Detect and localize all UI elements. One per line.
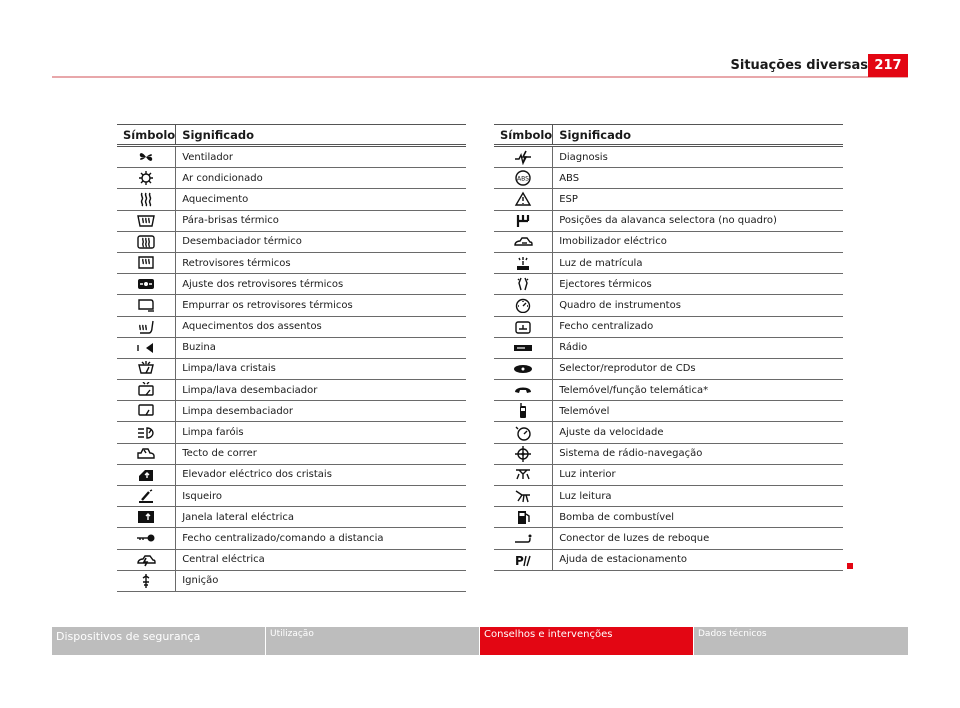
- meaning-cell: Selector/reprodutor de CDs: [553, 358, 843, 379]
- meaning-cell: Limpa/lava desembaciador: [176, 380, 466, 401]
- symbol-cell: [494, 252, 553, 273]
- symbol-cell: [117, 528, 176, 549]
- meaning-cell: Desembaciador térmico: [176, 231, 466, 252]
- interior-light-icon: [513, 467, 533, 483]
- heating-icon: [136, 191, 156, 207]
- table-row: [117, 358, 466, 379]
- central-locking-icon: [513, 319, 533, 335]
- table-row: [117, 274, 466, 295]
- meaning-cell: Ejectores térmicos: [553, 274, 843, 295]
- table-row: [117, 380, 466, 401]
- symbols-table-right: [494, 124, 843, 571]
- meaning-cell: Telemóvel: [553, 401, 843, 422]
- table-row: [117, 189, 466, 210]
- side-window-icon: [136, 509, 156, 525]
- mirror-fold-icon: [136, 297, 156, 313]
- table-row: [117, 570, 466, 591]
- symbol-cell: [494, 528, 553, 549]
- symbol-cell: [117, 337, 176, 358]
- remote-key-icon: [136, 530, 156, 546]
- table-row: [117, 443, 466, 464]
- symbol-cell: [117, 168, 176, 189]
- svg-text:P: P: [515, 553, 524, 568]
- symbol-cell: [494, 358, 553, 379]
- table-row: [117, 146, 466, 168]
- meaning-cell: Aquecimento: [176, 189, 466, 210]
- diagnosis-icon: [513, 149, 533, 165]
- meaning-cell: Isqueiro: [176, 486, 466, 507]
- radio-icon: [513, 340, 533, 356]
- footer-tab-conselhos[interactable]: Conselhos e intervenções: [480, 627, 694, 655]
- parking-aid-icon: [513, 552, 533, 568]
- meaning-cell: Posições da alavanca selectora (no quadro): [553, 210, 843, 231]
- meaning-cell: Luz interior: [553, 464, 843, 485]
- symbol-cell: [117, 274, 176, 295]
- abs-icon: [513, 170, 533, 186]
- col-meaning-header: Significado: [553, 125, 843, 146]
- cigarette-lighter-icon: [136, 488, 156, 504]
- symbol-cell: [494, 401, 553, 422]
- table-row: [494, 549, 843, 570]
- power-window-icon: [136, 467, 156, 483]
- footer-tab-utilizacao[interactable]: Utilização: [266, 627, 480, 655]
- symbol-cell: [117, 189, 176, 210]
- fan-icon: [136, 149, 156, 165]
- symbols-table-left: [117, 124, 466, 592]
- meaning-cell: Conector de luzes de reboque: [553, 528, 843, 549]
- table-row: [494, 295, 843, 316]
- rear-wash-icon: [136, 382, 156, 398]
- table-row: [117, 168, 466, 189]
- symbol-cell: [494, 443, 553, 464]
- meaning-cell: Sistema de rádio-navegação: [553, 443, 843, 464]
- table-row: [117, 486, 466, 507]
- table-row: [494, 486, 843, 507]
- meaning-cell: Central eléctrica: [176, 549, 466, 570]
- symbol-cell: [494, 549, 553, 570]
- horn-icon: [136, 340, 156, 356]
- symbol-cell: [494, 316, 553, 337]
- meaning-cell: Empurrar os retrovisores térmicos: [176, 295, 466, 316]
- table-row: [117, 549, 466, 570]
- symbol-cell: [494, 146, 553, 168]
- table-row: [494, 252, 843, 273]
- table-row: [117, 464, 466, 485]
- trailer-connector-icon: [513, 530, 533, 546]
- table-row: [494, 401, 843, 422]
- rear-wiper-icon: [136, 403, 156, 419]
- meaning-cell: Luz de matrícula: [553, 252, 843, 273]
- table-row: [494, 528, 843, 549]
- meaning-cell: Fecho centralizado: [553, 316, 843, 337]
- table-row: [117, 401, 466, 422]
- symbol-cell: [117, 146, 176, 168]
- meaning-cell: Diagnosis: [553, 146, 843, 168]
- table-row: [117, 528, 466, 549]
- symbol-cell: [494, 507, 553, 528]
- air-conditioning-icon: [136, 170, 156, 186]
- meaning-cell: Tecto de correr: [176, 443, 466, 464]
- fuel-pump-icon: [513, 509, 533, 525]
- ignition-icon: [136, 573, 156, 589]
- symbol-cell: [117, 443, 176, 464]
- col-meaning-header: Significado: [176, 125, 466, 146]
- section-title: Situações diversas: [730, 58, 868, 73]
- meaning-cell: Bomba de combustível: [553, 507, 843, 528]
- mirror-adjust-icon: [136, 276, 156, 292]
- table-row: [494, 380, 843, 401]
- esp-icon: [513, 191, 533, 207]
- meaning-cell: Aquecimentos dos assentos: [176, 316, 466, 337]
- meaning-cell: Elevador eléctrico dos cristais: [176, 464, 466, 485]
- table-row: [494, 189, 843, 210]
- table-row: [494, 316, 843, 337]
- symbol-cell: [494, 486, 553, 507]
- end-of-section-marker: [847, 563, 853, 569]
- table-row: [117, 422, 466, 443]
- meaning-cell: Ajuste dos retrovisores térmicos: [176, 274, 466, 295]
- symbol-cell: [117, 549, 176, 570]
- meaning-cell: Pára-brisas térmico: [176, 210, 466, 231]
- instrument-panel-icon: [513, 297, 533, 313]
- electric-central-icon: [136, 552, 156, 568]
- svg-text:ABS: ABS: [517, 175, 530, 183]
- symbol-cell: [117, 486, 176, 507]
- table-row: [494, 464, 843, 485]
- symbol-cell: [117, 316, 176, 337]
- table-row: [494, 507, 843, 528]
- sunroof-icon: [136, 446, 156, 462]
- symbol-cell: [117, 507, 176, 528]
- meaning-cell: Ventilador: [176, 146, 466, 168]
- symbol-cell: [494, 422, 553, 443]
- table-row: [494, 274, 843, 295]
- symbol-cell: [494, 168, 553, 189]
- symbol-cell: [117, 252, 176, 273]
- table-row: [494, 168, 843, 189]
- immobilizer-icon: [513, 234, 533, 250]
- seat-heating-icon: [136, 319, 156, 335]
- symbol-cell: [494, 337, 553, 358]
- table-row: [117, 316, 466, 337]
- symbol-cell: [117, 295, 176, 316]
- symbol-cell: [494, 274, 553, 295]
- table-row: [494, 231, 843, 252]
- meaning-cell: Limpa/lava cristais: [176, 358, 466, 379]
- gear-selector-icon: [513, 213, 533, 229]
- meaning-cell: Limpa desembaciador: [176, 401, 466, 422]
- meaning-cell: Janela lateral eléctrica: [176, 507, 466, 528]
- symbol-cell: [117, 210, 176, 231]
- symbol-cell: [494, 380, 553, 401]
- meaning-cell: Fecho centralizado/comando a distancia: [176, 528, 466, 549]
- rear-defroster-icon: [136, 234, 156, 250]
- footer-nav: [52, 627, 908, 655]
- table-row: [117, 210, 466, 231]
- symbol-cell: [117, 231, 176, 252]
- symbol-cell: [494, 295, 553, 316]
- table-row: [117, 295, 466, 316]
- meaning-cell: Telemóvel/função telemática*: [553, 380, 843, 401]
- table-row: [117, 507, 466, 528]
- header-rule: [52, 76, 908, 78]
- heated-mirrors-icon: [136, 255, 156, 271]
- meaning-cell: Quadro de instrumentos: [553, 295, 843, 316]
- meaning-cell: Ajuda de estacionamento: [553, 549, 843, 570]
- meaning-cell: Limpa faróis: [176, 422, 466, 443]
- table-row: [117, 231, 466, 252]
- meaning-cell: Ar condicionado: [176, 168, 466, 189]
- meaning-cell: ESP: [553, 189, 843, 210]
- meaning-cell: Luz leitura: [553, 486, 843, 507]
- navigation-icon: [513, 446, 533, 462]
- cd-player-icon: [513, 361, 533, 377]
- meaning-cell: ABS: [553, 168, 843, 189]
- table-row: [494, 422, 843, 443]
- meaning-cell: Buzina: [176, 337, 466, 358]
- symbol-cell: [117, 401, 176, 422]
- symbol-cell: [117, 422, 176, 443]
- mobile-phone-icon: [513, 403, 533, 419]
- symbol-cell: [117, 358, 176, 379]
- table-row: [494, 146, 843, 168]
- headlight-wash-icon: [136, 425, 156, 441]
- telephone-icon: [513, 382, 533, 398]
- table-row: [117, 337, 466, 358]
- table-row: [494, 337, 843, 358]
- reading-light-icon: [513, 488, 533, 504]
- meaning-cell: Rádio: [553, 337, 843, 358]
- symbol-cell: [117, 570, 176, 591]
- col-symbol-header: Símbolo: [494, 125, 553, 146]
- windscreen-wash-icon: [136, 361, 156, 377]
- table-row: [494, 210, 843, 231]
- washer-jets-icon: [513, 276, 533, 292]
- meaning-cell: Ajuste da velocidade: [553, 422, 843, 443]
- symbol-cell: [494, 189, 553, 210]
- meaning-cell: Retrovisores térmicos: [176, 252, 466, 273]
- footer-tab-dispositivos[interactable]: Dispositivos de segurança: [52, 627, 266, 655]
- symbol-cell: [494, 210, 553, 231]
- footer-tab-dados[interactable]: Dados técnicos: [694, 627, 908, 655]
- symbol-cell: [494, 231, 553, 252]
- symbol-cell: [117, 380, 176, 401]
- license-light-icon: [513, 255, 533, 271]
- page-number: 217: [868, 54, 908, 77]
- heated-windscreen-icon: [136, 213, 156, 229]
- meaning-cell: Imobilizador eléctrico: [553, 231, 843, 252]
- table-row: [494, 358, 843, 379]
- speed-adjust-icon: [513, 425, 533, 441]
- table-row: [494, 443, 843, 464]
- col-symbol-header: Símbolo: [117, 125, 176, 146]
- table-row: [117, 252, 466, 273]
- symbol-cell: [494, 464, 553, 485]
- symbol-cell: [117, 464, 176, 485]
- meaning-cell: Ignição: [176, 570, 466, 591]
